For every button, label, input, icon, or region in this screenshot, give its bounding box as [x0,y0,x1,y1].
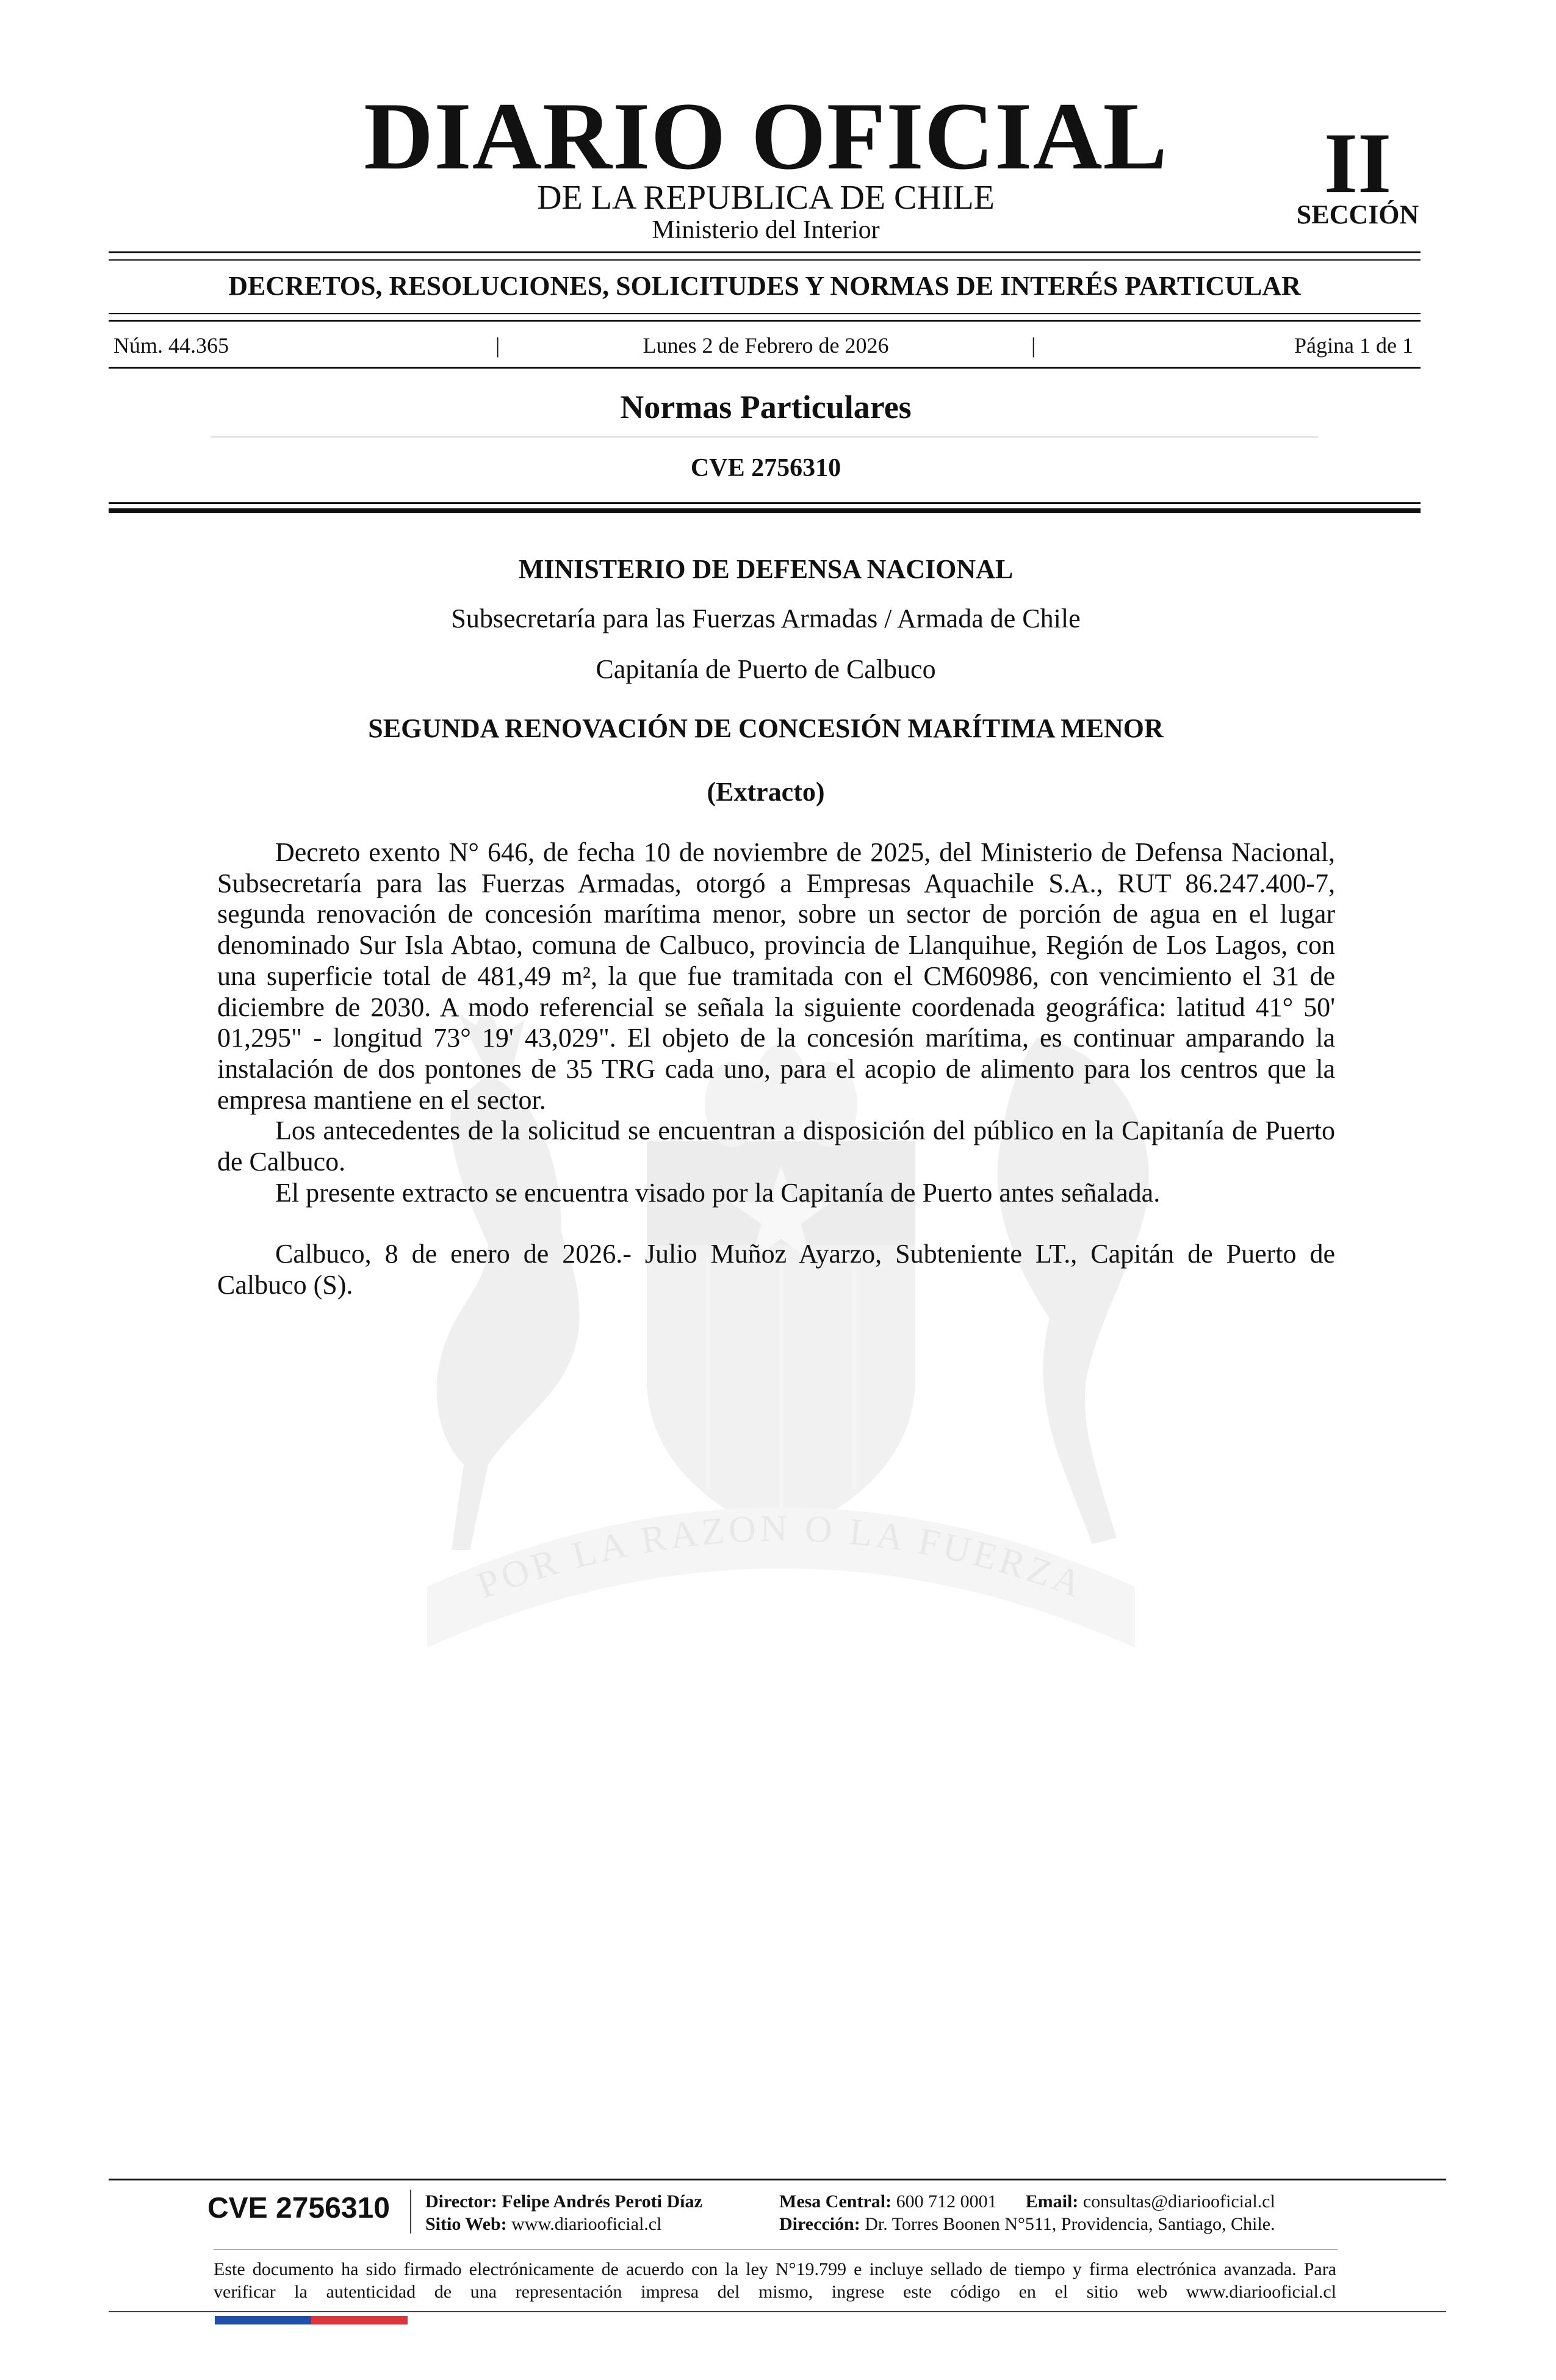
header-rule [109,251,1421,253]
email-label: Email: [1025,2191,1079,2212]
masthead-ministry: Ministerio del Interior [652,216,880,244]
website-label: Sitio Web: [425,2214,507,2234]
document-title: SEGUNDA RENOVACIÓN DE CONCESIÓN MARÍTIMA MENOR [368,713,1164,743]
footer-rule [109,2179,1446,2180]
footer-director [425,2193,702,2211]
footer-contact [779,2193,1275,2211]
footer-address [779,2215,1275,2234]
footer-cve: CVE 2756310 [207,2192,390,2224]
band-rule [109,313,1421,314]
band-rule [109,320,1421,322]
flag-stripe-blue [215,2316,311,2324]
website-link[interactable]: www.diariooficial.cl [511,2214,662,2234]
flag-stripe-red [311,2316,408,2324]
body-paragraph: Decreto exento N° 646, de fecha 10 de noviembre de 2025, del Ministerio de Defensa Nacional, Subsecretaría para las Fuerzas Armadas, otorgó a Empresas Aquachile S.A., RUT 86.247.400-7, segunda renovación de concesión marítima menor, sobre un sector de porción de agua en el lugar denominado Sur Isla Abtao, comuna de Calbuco, provincia de Llanquihue, Región de Los Lagos, con una superficie total de 481,49 m², la que fue tramitada con el CM60986, con vencimiento el 31 de diciembre de 2030. A modo referencial se señala la siguiente coordenada geográfica: latitud 41° 50' 01,295" - longitud 73° 19' 43,029". El objeto de la concesión marítima, es continuar amparando la instalación de dos pontones de 35 TRG cada uno, para el acopio de alimento para los centros que la empresa mantiene en el sector. [217,837,1335,1115]
header-rule [109,259,1421,261]
body-paragraph: Los antecedentes de la solicitud se encuentran a disposición del público en la Capitanía de Puerto de Calbuco. [217,1116,1335,1177]
email-link[interactable]: consultas@diariooficial.cl [1082,2191,1275,2212]
watermark-motto: POR LA RAZON O LA FUERZA [472,1507,1090,1607]
address-text: Dr. Torres Boonen N°511, Providencia, Santiago, Chile. [865,2214,1275,2234]
document-subtitle: (Extracto) [707,777,825,807]
body-paragraph: El presente extracto se encuentra visado por la Capitanía de Puerto antes señalada. [275,1177,1161,1208]
mesa-label: Mesa Central: [779,2191,892,2212]
ministry-heading: MINISTERIO DE DEFENSA NACIONAL [518,554,1014,584]
footer-divider [410,2190,411,2234]
info-separator: | [495,333,500,358]
footer-website [425,2215,661,2234]
cve-heading: CVE 2756310 [690,454,841,482]
page-indicator: Página 1 de 1 [1294,333,1413,358]
cve-rule [109,502,1421,504]
director-label: Director: [425,2191,497,2212]
capitania-line: Capitanía de Puerto de Calbuco [596,654,936,684]
masthead-title: DIARIO OFICIAL [364,83,1168,190]
info-rule [109,367,1421,369]
section-label: SECCIÓN [1296,200,1419,229]
signature-paragraph: Calbuco, 8 de enero de 2026.- Julio Muñoz Ayarzo, Subteniente LT., Capitán de Puerto de Calbuco (S). [217,1239,1335,1300]
footer-rule [109,2311,1446,2312]
section-numeral: II [1324,115,1392,211]
info-separator: | [1031,333,1036,358]
section-underline [211,436,1318,438]
document-body [217,837,1335,1301]
masthead-subtitle: DE LA REPUBLICA DE CHILE [537,179,995,217]
band-title: DECRETOS, RESOLUCIONES, SOLICITUDES Y NORMAS DE INTERÉS PARTICULAR [228,271,1301,301]
section-title: Normas Particulares [620,389,912,425]
footer-rule [214,2249,1338,2250]
footer-notice: Este documento ha sido firmado electrónicamente de acuerdo con la ley N°19.799 e incluye sellado de tiempo y firma electrónica avanzada. Para verificar la autenticidad de una representación impresa del mismo, ingrese este código en el sitio web www.diariooficial.cl [214,2259,1336,2302]
address-label: Dirección: [779,2214,860,2234]
director-name: Felipe Andrés Peroti Díaz [502,2191,702,2212]
subsecretaria-line: Subsecretaría para las Fuerzas Armadas / Armada de Chile [451,604,1081,633]
issue-date: Lunes 2 de Febrero de 2026 [643,333,889,358]
cve-rule-thick [109,508,1421,513]
mesa-phone: 600 712 0001 [896,2191,997,2212]
issue-number: Núm. 44.365 [113,333,229,358]
